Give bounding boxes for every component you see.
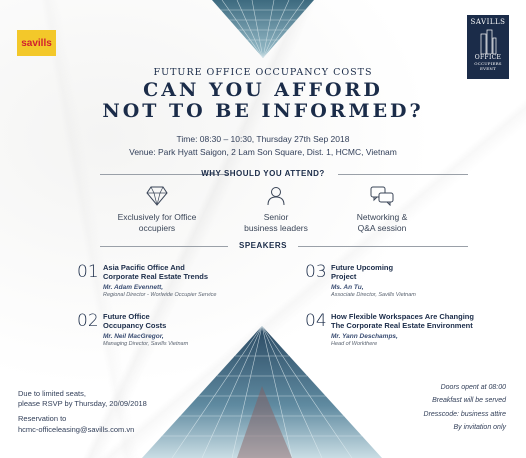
event-subtitle: FUTURE OFFICE OCCUPANCY COSTS [153,67,373,78]
headline [0,80,526,122]
talk-title: Future Upcoming [331,263,394,272]
event-time: Time: 08:30 – 10:30, Thursday 27th Sep 2018 [176,134,350,144]
bottom-building-triangle [142,326,382,458]
talk-title: The Corporate Real Estate Environment [331,321,473,330]
why-attend-heading: WHY SHOULD YOU ATTEND? [201,169,325,178]
speaker-role: Managing Director, Savills Vietnam [103,341,189,347]
headline-line-1: CAN YOU AFFORD [143,79,383,101]
talk-title: Project [331,272,357,281]
speaker-number: 02 [77,311,99,331]
top-building-triangle [212,0,314,58]
person-icon [266,186,286,206]
speaker-name: Ms. An Tu, [331,284,364,291]
feature-line-1: Exclusively for Office [117,212,197,222]
feature-line-1: Senior [263,212,289,222]
feature-line-2: Q&A session [357,223,407,233]
speaker-role: Head of Workthere [331,341,378,347]
badge-event: EVENT [480,66,496,71]
badge-office: OFFICE [474,54,502,61]
savills-logo: savills [17,30,56,56]
reservation-label: Reservation to [18,414,67,423]
feature-networking [312,186,452,234]
badge-occupiers: OCCUPIERS [474,61,502,66]
event-venue: Venue: Park Hyatt Saigon, 2 Lam Son Square, Dist. 1, HCMC, Vietnam [129,147,397,157]
speaker-number: 01 [77,262,99,282]
reservation-email-link[interactable]: hcmc-officeleasing@savills.com.vn [18,425,135,434]
feature-line-1: Networking & [356,212,408,222]
feature-line-2: occupiers [138,223,176,233]
talk-title: Asia Pacific Office And [103,263,185,272]
badge-savills: SAVILLS [470,18,506,26]
tower-icon [478,28,498,54]
speaker-role: Regional Director - Worlwide Occupier Service [103,292,217,298]
diamond-icon [146,186,168,206]
rsvp-note-2: please RSVP by Thursday, 20/09/2018 [18,399,147,408]
speaker-name: Mr. Adam Evennett, [103,284,164,291]
speakers-heading: SPEAKERS [238,241,287,250]
dresscode-note: Dresscode: business attire [423,411,506,418]
headline-line-2: NOT TO BE INFORMED? [102,100,424,122]
invitation-only-note: By invitation only [453,424,506,431]
doors-open-note: Doors opent at 08:00 [440,384,506,391]
speaker-name: Mr. Neil MacGregor, [103,333,164,340]
talk-title: Occupancy Costs [103,321,167,330]
talk-title: How Flexible Workspaces Are Changing [331,312,474,321]
speaker-name: Mr. Yann Deschamps, [331,333,398,340]
talk-title: Future Office [103,312,150,321]
speaker-number: 03 [305,262,327,282]
rsvp-note-1: Due to limited seats, [18,389,86,398]
speaker-number: 04 [305,311,327,331]
breakfast-note: Breakfast will be served [432,397,506,404]
speaker-role: Associate Director, Savills Vietnam [331,292,416,298]
feature-line-2: business leaders [244,223,308,233]
chat-bubbles-icon [370,186,394,206]
talk-title: Corporate Real Estate Trends [103,272,209,281]
